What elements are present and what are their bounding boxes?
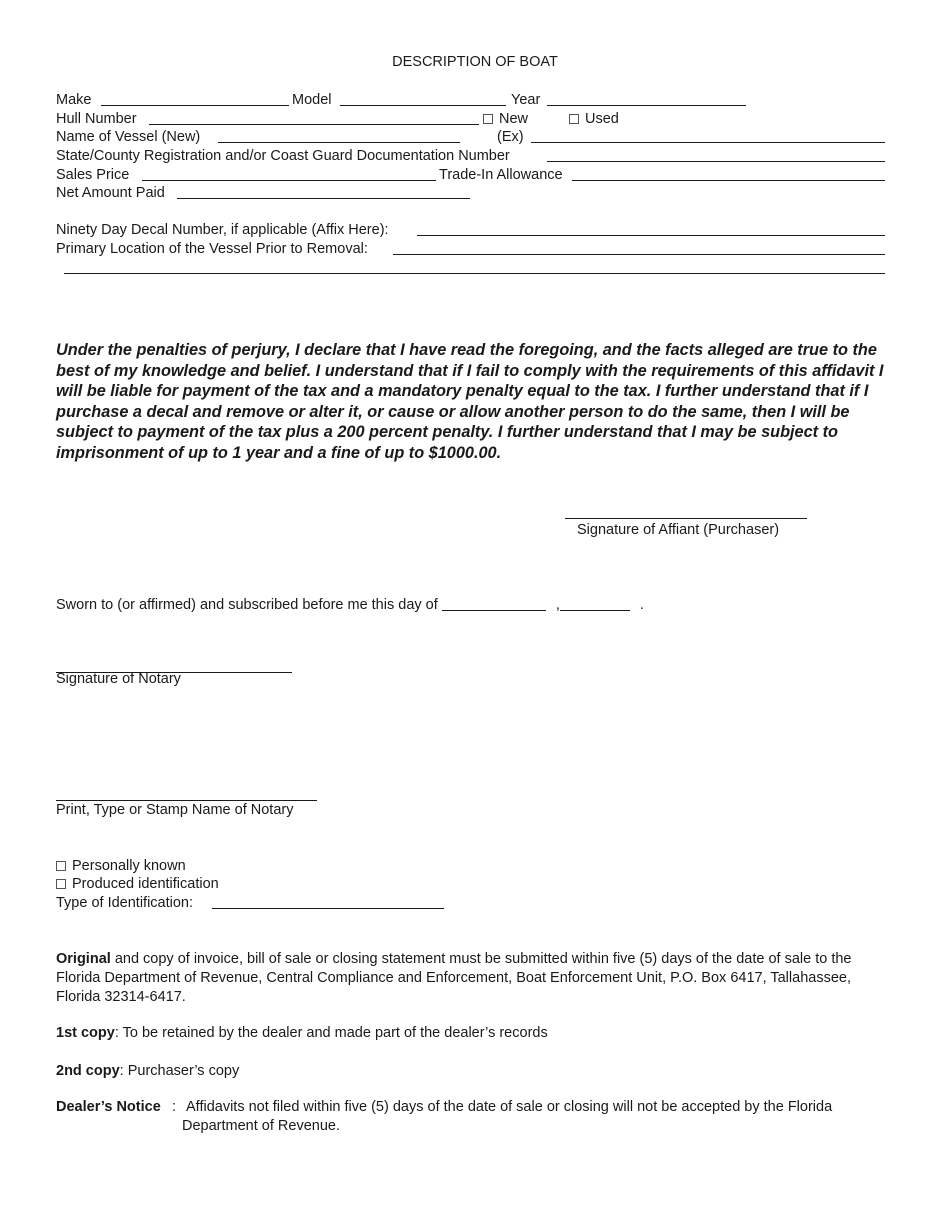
- decal-number-label: Ninety Day Decal Number, if applicable (Affix Here):: [56, 222, 389, 238]
- personally-known-checkbox[interactable]: [56, 861, 66, 871]
- perjury-declaration: Under the penalties of perjury, I declare that I have read the foregoing, and the facts alleged are true to the best of my knowledge and belief. I understand that if I fail to comply with the requirements of this affidavit I will be liable for payment of the tax and a mandatory penalty equal to the tax. I further understand that if I purchase a decal and remove or alter it, or cause or allow another person to do the same, then I will be subject to payment of the tax plus a 200 percent penalty. I further understand that I may be subject to imprisonment of up to 1 year and a fine of up to $1000.00.: [56, 341, 884, 462]
- dealer-notice-label: Dealer’s Notice: [56, 1099, 161, 1115]
- sworn-day-field[interactable]: [442, 597, 546, 611]
- vessel-name-ex-label: (Ex): [497, 129, 524, 145]
- vessel-name-new-label: Name of Vessel (New): [56, 129, 201, 145]
- year-label: Year: [511, 92, 541, 108]
- primary-location-label: Primary Location of the Vessel Prior to Removal:: [56, 241, 368, 257]
- trade-in-label: Trade-In Allowance: [439, 167, 563, 183]
- primary-location-field-continued[interactable]: [64, 273, 885, 274]
- produced-id-checkbox[interactable]: [56, 879, 66, 889]
- model-label: Model: [292, 92, 332, 108]
- sworn-year-field[interactable]: [560, 597, 630, 611]
- model-field[interactable]: [340, 105, 506, 106]
- used-checkbox[interactable]: [569, 114, 579, 124]
- sworn-period: .: [639, 597, 644, 613]
- produced-id-label: Produced identification: [72, 876, 219, 892]
- second-copy-instructions: [56, 1062, 896, 1081]
- personally-known-label: Personally known: [72, 858, 186, 874]
- notary-signature-label: Signature of Notary: [56, 671, 181, 687]
- year-field[interactable]: [547, 105, 746, 106]
- first-copy-instructions: [56, 1024, 896, 1043]
- dealer-notice-text-2: Department of Revenue.: [182, 1118, 340, 1134]
- make-label: Make: [56, 92, 92, 108]
- first-copy-text: : To be retained by the dealer and made part of the dealer’s records: [114, 1025, 548, 1041]
- hull-number-field[interactable]: [149, 124, 479, 125]
- id-type-label: Type of Identification:: [56, 895, 194, 911]
- produced-id-option[interactable]: [56, 876, 219, 893]
- sworn-text: Sworn to (or affirmed) and subscribed before me this day of: [56, 597, 438, 613]
- page-title: DESCRIPTION OF BOAT: [392, 54, 558, 70]
- hull-number-label: Hull Number: [56, 111, 137, 127]
- new-option[interactable]: [483, 111, 528, 128]
- dealer-notice-colon: :: [172, 1099, 177, 1115]
- primary-location-field[interactable]: [393, 254, 885, 255]
- affiant-signature-label: Signature of Affiant (Purchaser): [577, 522, 780, 538]
- original-label: Original: [56, 951, 111, 967]
- net-amount-label: Net Amount Paid: [56, 185, 165, 201]
- original-instructions: [56, 950, 896, 1007]
- id-type-field[interactable]: [212, 908, 444, 909]
- net-amount-field[interactable]: [177, 198, 470, 199]
- second-copy-text: : Purchaser’s copy: [119, 1063, 240, 1079]
- personally-known-option[interactable]: [56, 858, 186, 875]
- new-checkbox[interactable]: [483, 114, 493, 124]
- registration-field[interactable]: [547, 161, 885, 162]
- second-copy-label: 2nd copy: [56, 1063, 120, 1079]
- vessel-name-new-field[interactable]: [218, 142, 460, 143]
- used-option[interactable]: [569, 111, 619, 128]
- notary-name-label: Print, Type or Stamp Name of Notary: [56, 802, 294, 818]
- affiant-signature-line[interactable]: [565, 518, 807, 519]
- sworn-comma: ,: [555, 597, 560, 613]
- new-label: New: [499, 111, 529, 127]
- notary-name-line[interactable]: [56, 800, 317, 801]
- make-field[interactable]: [101, 105, 289, 106]
- decal-number-field[interactable]: [417, 235, 885, 236]
- sales-price-field[interactable]: [142, 180, 436, 181]
- first-copy-label: 1st copy: [56, 1025, 115, 1041]
- sales-price-label: Sales Price: [56, 167, 130, 183]
- registration-label: State/County Registration and/or Coast Guard Documentation Number: [56, 148, 510, 164]
- trade-in-field[interactable]: [572, 180, 885, 181]
- dealer-notice-text-1: Affidavits not filed within five (5) days of the date of sale or closing will not be accepted by the Florida: [186, 1099, 833, 1115]
- sworn-statement: [56, 597, 644, 614]
- original-text: and copy of invoice, bill of sale or closing statement must be submitted within five (5) days of the date of sale to the Florida Department of Revenue, Central Compliance and Enforcement, Boat Enforcement Unit, P.O. Box 6417, Tallahassee, Florida 32314-6417.: [56, 951, 852, 1005]
- used-label: Used: [585, 111, 619, 127]
- vessel-name-ex-field[interactable]: [531, 142, 885, 143]
